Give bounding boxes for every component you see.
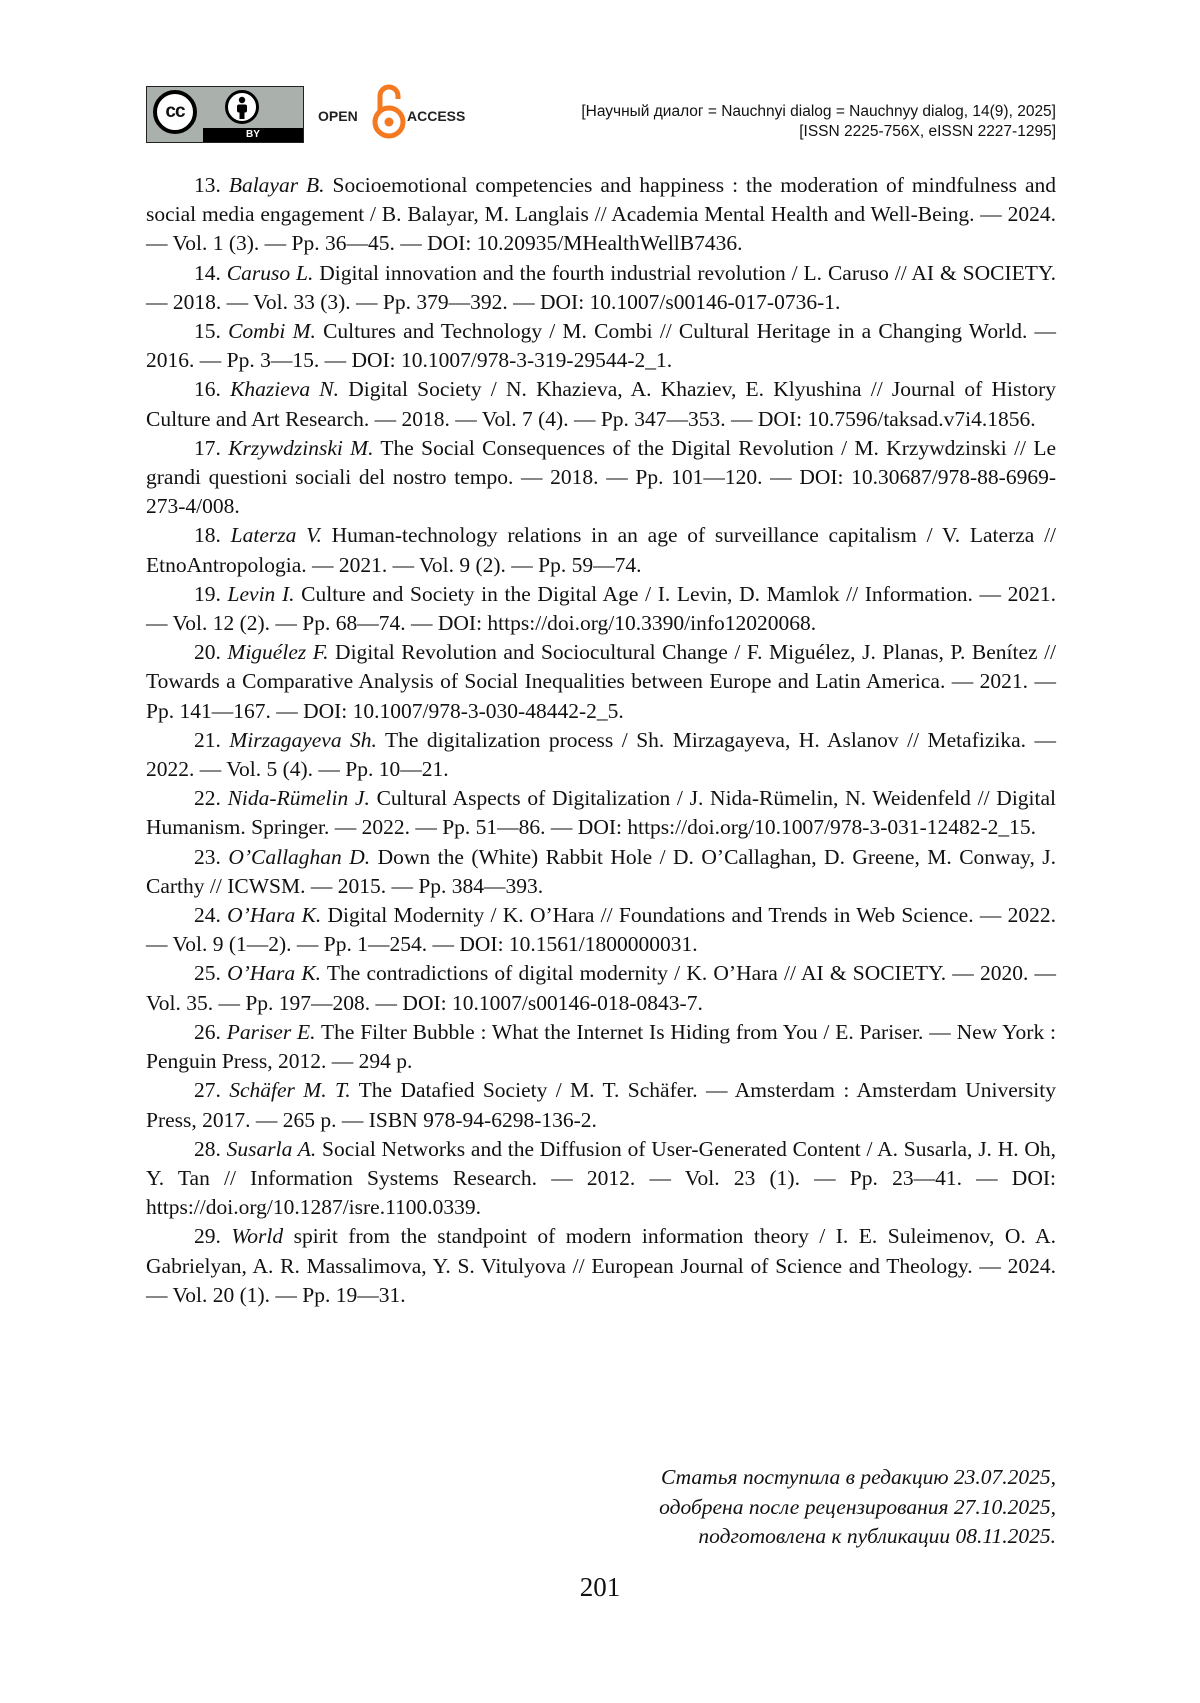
reference-number: 24.	[194, 903, 221, 928]
reference-number: 25.	[194, 961, 221, 986]
reference-number: 13.	[194, 173, 221, 197]
reference-item	[146, 784, 1056, 842]
reference-text: The Social Consequences of the Digital Revolution / M. Krzywdzinski // Le grandi questioni sociali del nostro tempo. — 2018. — Pp. 101—120. — DOI: 10.30687/978-88-6969-273-4/008.	[146, 435, 1057, 519]
reference-item	[146, 638, 1056, 726]
journal-citation-line: [Научный диалог = Nauchnyi dialog = Nauchnyy dialog, 14(9), 2025]	[581, 103, 1056, 120]
reference-text: Digital Modernity / K. O’Hara // Foundations and Trends in Web Science. — 2022. — Vol. 9 (1—2). — Pp. 1—254. — DOI: 10.1561/1800000031.	[146, 903, 1057, 957]
reference-item	[146, 726, 1056, 784]
reference-item	[146, 1135, 1056, 1223]
reference-text: The Datafied Society / M. T. Schäfer. — Amsterdam : Amsterdam University Press, 2017. — 265 p. — ISBN 978-94-6298-136-2.	[146, 1078, 1056, 1132]
reference-text: Social Networks and the Diffusion of User-Generated Content / A. Susarla, J. H. Oh, Y. Tan // Information Systems Research. — 2012. — Vol. 23 (1). — Pp. 23—41. — DOI: https://doi.org/10.1287/isre.1100.0339.	[146, 1136, 1057, 1220]
reference-item	[146, 901, 1056, 959]
reference-item	[146, 959, 1056, 1017]
reference-number: 15.	[194, 319, 221, 344]
reference-text: Cultural Aspects of Digitalization / J. Nida-Rümelin, N. Weidenfeld // Digital Humanism. Springer. — 2022. — Pp. 51—86. — DOI: https://doi.org/10.1007/978-3-031-12482-2_15.	[146, 786, 1057, 840]
reference-list	[146, 171, 1056, 1310]
reference-item	[146, 375, 1056, 433]
reference-author: Schäfer M. T.	[229, 1078, 351, 1103]
reference-number: 19.	[194, 581, 221, 606]
reference-item	[146, 521, 1056, 579]
open-access-logo[interactable]	[318, 84, 468, 144]
reference-author: Krzywdzinski M.	[228, 435, 374, 460]
approved-date-line: одобрена после рецензирования 27.10.2025,	[659, 1494, 1056, 1519]
reference-text: spirit from the standpoint of modern information theory / I. E. Suleimenov, O. A. Gabrielyan, A. R. Massalimova, Y. S. Vitulyova // European Journal of Science and Theology. — 2024. — Vol. 20 (1). — Pp. 19—31.	[146, 1224, 1057, 1307]
page-number: 201	[579, 1572, 621, 1602]
reference-author: O’Callaghan D.	[228, 844, 371, 869]
reference-text: The Filter Bubble : What the Internet Is Hiding from You / E. Pariser. — New York : Penguin Press, 2012. — 294 p.	[146, 1019, 1057, 1074]
reference-author: Mirzagayeva Sh.	[229, 727, 377, 752]
reference-number: 18.	[194, 523, 221, 548]
reference-number: 28.	[194, 1136, 221, 1161]
reference-item	[146, 434, 1056, 522]
reference-number: 14.	[194, 260, 221, 285]
reference-author: Pariser E.	[226, 1019, 316, 1044]
reference-text: Socioemotional competencies and happiness : the moderation of mindfulness and social media engagement / B. Balayar, M. Langlais // Academia Mental Health and Well-Being. — 2024. — Vol. 1 (3). — Pp. 36—45. — DOI: 10.20935/MHealthWellB7436.	[146, 173, 1056, 256]
reference-number: 16.	[194, 377, 221, 402]
prepared-date-line: подготовлена к публикации 08.11.2025.	[698, 1524, 1056, 1548]
reference-item	[146, 1018, 1056, 1076]
reference-number: 22.	[194, 786, 221, 811]
reference-item	[146, 1222, 1056, 1310]
reference-author: Khazieva N.	[230, 377, 340, 402]
reference-author: World	[231, 1224, 284, 1249]
submission-dates	[659, 1463, 1056, 1552]
open-access-access-text: ACCESS	[407, 108, 466, 124]
reference-author: Levin I.	[227, 581, 295, 606]
page-header	[146, 84, 1056, 146]
by-label: BY	[203, 128, 303, 142]
reference-author: Caruso L.	[226, 260, 314, 285]
reference-number: 26.	[194, 1019, 221, 1044]
reference-author: Laterza V.	[230, 523, 322, 548]
journal-citation	[581, 102, 1056, 142]
reference-text: Human-technology relations in an age of surveillance capitalism / V. Laterza // EtnoAntropologia. — 2021. — Vol. 9 (2). — Pp. 59—74.	[146, 523, 1057, 577]
reference-item	[146, 580, 1056, 638]
cc-by-license-badge[interactable]	[146, 86, 304, 143]
reference-author: Nida-Rümelin J.	[227, 786, 370, 811]
reference-number: 23.	[194, 844, 221, 869]
reference-text: Culture and Society in the Digital Age / I. Levin, D. Mamlok // Information. — 2021. — Vol. 12 (2). — Pp. 68—74. — DOI: https://doi.org/10.3390/info12020068.	[146, 581, 1056, 636]
reference-number: 27.	[194, 1078, 221, 1103]
open-lock-icon	[372, 84, 406, 140]
reference-item	[146, 259, 1056, 317]
reference-number: 21.	[194, 727, 221, 752]
reference-text: The digitalization process / Sh. Mirzagayeva, H. Aslanov // Metafizika. — 2022. — Vol. 5 (4). — Pp. 10—21.	[146, 727, 1056, 782]
reference-text: Digital Revolution and Sociocultural Change / F. Miguélez, J. Planas, P. Benítez // Towards a Comparative Analysis of Social Inequalities between Europe and Latin America. — 2021. — Pp. 141—167. — DOI: 10.1007/978-3-030-48442-2_5.	[146, 640, 1057, 723]
reference-text: The contradictions of digital modernity / K. O’Hara // AI & SOCIETY. — 2020. — Vol. 35. — Pp. 197—208. — DOI: 10.1007/s00146-018-0843-7.	[146, 961, 1057, 1015]
reference-author: Miguélez F.	[227, 640, 329, 665]
reference-number: 20.	[194, 640, 221, 665]
reference-item	[146, 171, 1056, 259]
reference-text: Down the (White) Rabbit Hole / D. O’Callaghan, D. Greene, M. Conway, J. Carthy // ICWSM. — 2015. — Pp. 384—393.	[146, 844, 1057, 898]
attribution-person-icon	[225, 90, 259, 124]
reference-item	[146, 1076, 1056, 1134]
reference-author: Balayar B.	[228, 173, 325, 197]
received-date-line: Статья поступила в редакцию 23.07.2025,	[660, 1465, 1056, 1489]
reference-text: Digital Society / N. Khazieva, A. Khaziev, E. Klyushina // Journal of History Culture and Art Research. — 2018. — Vol. 7 (4). — Pp. 347—353. — DOI: 10.7596/taksad.v7i4.1856.	[146, 377, 1057, 431]
reference-item	[146, 317, 1056, 375]
journal-issn-line: [ISSN 2225-756X, eISSN 2227-1295]	[799, 123, 1056, 140]
cc-icon: cc	[153, 90, 197, 134]
reference-text: Digital innovation and the fourth industrial revolution / L. Caruso // AI & SOCIETY. — 2018. — Vol. 33 (3). — Pp. 379—392. — DOI: 10.1007/s00146-017-0736-1.	[146, 260, 1056, 314]
reference-author: Susarla A.	[226, 1136, 317, 1161]
reference-author: Combi M.	[228, 319, 316, 344]
reference-number: 29.	[194, 1224, 221, 1249]
open-access-open-text: OPEN	[318, 108, 358, 124]
reference-text: Cultures and Technology / M. Combi // Cultural Heritage in a Changing World. — 2016. — Pp. 3—15. — DOI: 10.1007/978-3-319-29544-2_1.	[146, 319, 1057, 373]
reference-author: O’Hara K.	[227, 961, 322, 986]
reference-number: 17.	[194, 435, 221, 460]
reference-item	[146, 843, 1056, 901]
reference-author: O’Hara K.	[227, 903, 322, 928]
